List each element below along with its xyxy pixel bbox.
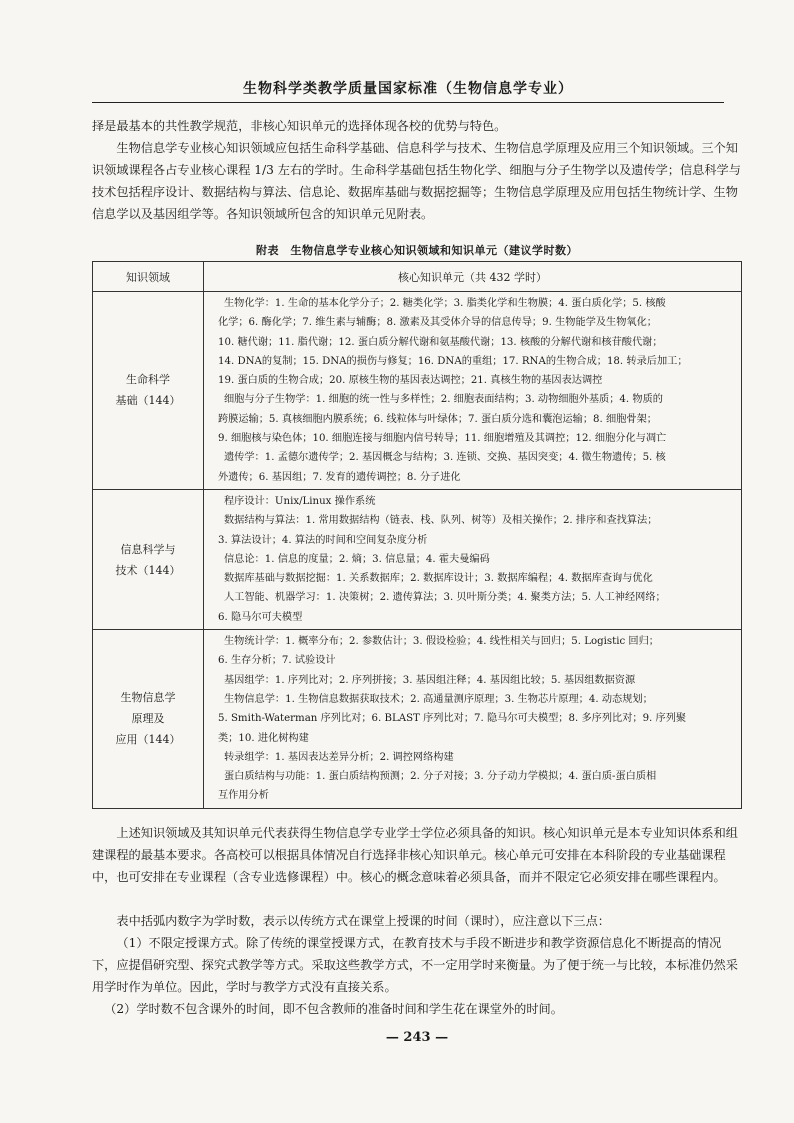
knowledge-unit-line: 外遗传；6. 基因组；7. 发育的遗传调控；8. 分子进化	[218, 471, 461, 483]
knowledge-unit-line: 数据库基础与数据挖掘：1. 关系数据库；2. 数据库设计；3. 数据库编程；4. 数据库查询与优化	[224, 573, 653, 585]
knowledge-unit-line: 数据结构与算法：1. 常用数据结构（链表、栈、队列、树等）及相关操作；2. 排序和查找算法；	[224, 515, 658, 527]
knowledge-unit-line: 互作用分析	[218, 790, 269, 802]
table-title: 附表 生物信息学专业核心知识领域和知识单元（建议学时数）	[256, 244, 578, 257]
knowledge-unit-line: 生物化学：1. 生命的基本化学分子；2. 糖类化学；3. 脂类化学和生物膜；4. 蛋白质化学；5. 核酸	[224, 298, 666, 309]
knowledge-unit-line: 遗传学：1. 孟德尔遗传学；2. 基因概念与结构；3. 连锁、交换、基因突变；4. 微生物遗传；5. 核	[224, 452, 666, 464]
knowledge-unit-line: 10. 糖代谢；11. 脂代谢；12. 蛋白质分解代谢和氨基酸代谢；13. 核酸的分解代谢和核苷酸代谢；	[218, 336, 663, 348]
knowledge-domain-cell	[93, 489, 204, 629]
knowledge-unit-line: 3. 算法设计；4. 算法的时间和空间复杂度分析	[218, 534, 428, 546]
knowledge-unit-line: 生物统计学：1. 概率分布；2. 参数估计；3. 假设检验；4. 线性相关与回归；5. Logistic 回归；	[224, 636, 659, 648]
knowledge-unit-line: 5. Smith-Waterman 序列比对；6. BLAST 序列比对；7. 隐马尔可夫模型；8. 多序列比对；9. 序列聚	[218, 713, 687, 725]
table-row	[93, 489, 742, 629]
knowledge-unit-line: 14. DNA的复制；15. DNA的损伤与修复；16. DNA的重组；17. RNA的生物合成；18. 转录后加工；	[218, 355, 688, 367]
knowledge-unit-line: 程序设计：Unix/Linux 操作系统	[224, 495, 376, 507]
knowledge-domain-cell	[93, 292, 204, 490]
table-header-row	[93, 262, 742, 292]
paragraph-1: 择是最基本的共性教学规范，非核心知识单元的选择体现各校的优势与特色。	[92, 119, 507, 133]
knowledge-domain-label: 信息科学与	[120, 542, 176, 556]
knowledge-domain-label: 基础（144）	[115, 394, 181, 408]
header-knowledge-domain: 知识领域	[93, 262, 204, 292]
knowledge-domain-label: 应用（144）	[115, 733, 181, 747]
paragraph-2: 生物信息学专业核心知识领域应包括生命科学基础、信息科学与技术、生物信息学原理及应用三个知识领域。三个知识领域课程各占专业核心课程 1/3 左右的学时。生命科学基础包括生物化学、细胞与分子生物学以及遗传学；信息科学与技术包括程序设计、数据结构与算法、信息论、数据库基础与数据挖掘等；生物信息学原理及应用包括生物统计学、生物信息学以及基因组学等。各知识领域所包含的知识单元见附表。	[92, 141, 741, 221]
knowledge-unit-line: 细胞与分子生物学：1. 细胞的统一性与多样性；2. 细胞表面结构；3. 动物细胞外基质；4. 物质的	[224, 394, 663, 406]
table-row	[93, 630, 742, 809]
paragraph-3: 上述知识领域及其知识单元代表获得生物信息学专业学士学位必须具备的知识。核心知识单元是本专业知识体系和组建课程的最基本要求。各高校可以根据具体情况自行选择非核心知识单元。核心单元可安排在本科阶段的专业基础课程中，也可安排在专业课程（含专业选修课程）中。核心的概念意味着必须具备，而并不限定它必须安排在哪些课程内。	[92, 826, 738, 884]
knowledge-unit-line: 化学；6. 酶化学；7. 维生素与辅酶；8. 激素及其受体介导的信息传导；9. 生物能学及生物氧化；	[218, 317, 657, 329]
knowledge-unit-line: 6. 生存分析；7. 试验设计	[218, 655, 336, 667]
knowledge-domain-label: 原理及	[131, 712, 165, 726]
knowledge-domain-label: 生物信息学	[120, 691, 176, 705]
knowledge-units-cell	[204, 292, 742, 490]
knowledge-domain-label: 技术（144）	[115, 563, 181, 577]
running-header: 生物科学类教学质量国家标准（生物信息学专业）	[243, 81, 573, 97]
header-rule	[92, 102, 724, 103]
knowledge-table	[92, 261, 742, 809]
paragraph-6: （2）学时数不包含课外的时间，即不包含教师的准备时间和学生花在课堂外的时间。	[104, 1002, 563, 1016]
header-core-units: 核心知识单元（共 432 学时）	[204, 262, 742, 292]
paragraph-5: （1）不限定授课方式。除了传统的课堂授课方式，在教育技术与手段不断进步和教学资源信息化不断提高的情况下，应提倡研究型、探究式教学等方式。采取这些教学方式，不一定用学时来衡量。为了便于统一与比较，本标准仍然采用学时作为单位。因此，学时与教学方式没有直接关系。	[92, 936, 738, 994]
knowledge-domain-label: 生命科学	[126, 373, 170, 387]
knowledge-units-cell	[204, 630, 742, 809]
knowledge-domain-cell	[93, 630, 204, 809]
knowledge-unit-line: 9. 细胞核与染色体；10. 细胞连接与细胞内信号转导；11. 细胞增殖及其调控；12. 细胞分化与凋亡	[218, 433, 667, 445]
knowledge-unit-line: 生物信息学：1. 生物信息数据获取技术；2. 高通量测序原理；3. 生物芯片原理；4. 动态规划；	[224, 693, 653, 705]
knowledge-unit-line: 类；10. 进化树构建	[218, 732, 309, 744]
knowledge-unit-line: 蛋白质结构与功能：1. 蛋白质结构预测；2. 分子对接；3. 分子动力学模拟；4. 蛋白质-蛋白质相	[224, 771, 657, 783]
knowledge-unit-line: 跨膜运输；5. 真核细胞内膜系统；6. 线粒体与叶绿体；7. 蛋白质分选和囊泡运输；8. 细胞骨架；	[218, 413, 657, 425]
page-number: — 243 —	[385, 1030, 449, 1045]
knowledge-units-cell	[204, 489, 742, 629]
paragraph-4: 表中括弧内数字为学时数，表示以传统方式在课堂上授课的时间（课时），应注意以下三点：	[116, 914, 610, 928]
knowledge-unit-line: 19. 蛋白质的生物合成；20. 原核生物的基因表达调控；21. 真核生物的基因表达调控	[218, 375, 603, 387]
knowledge-unit-line: 信息论：1. 信息的度量；2. 熵；3. 信息量；4. 霍夫曼编码	[224, 553, 490, 565]
knowledge-unit-line: 6. 隐马尔可夫模型	[218, 611, 303, 623]
knowledge-unit-line: 基因组学：1. 序列比对；2. 序列拼接；3. 基因组注释；4. 基因组比较；5. 基因组数据资源	[224, 674, 636, 686]
knowledge-unit-line: 人工智能、机器学习：1. 决策树；2. 遗传算法；3. 贝叶斯分类；4. 聚类方法；5. 人工神经网络；	[224, 592, 666, 604]
knowledge-unit-line: 转录组学：1. 基因表达差异分析；2. 调控网络构建	[224, 751, 454, 763]
table-row	[93, 292, 742, 490]
